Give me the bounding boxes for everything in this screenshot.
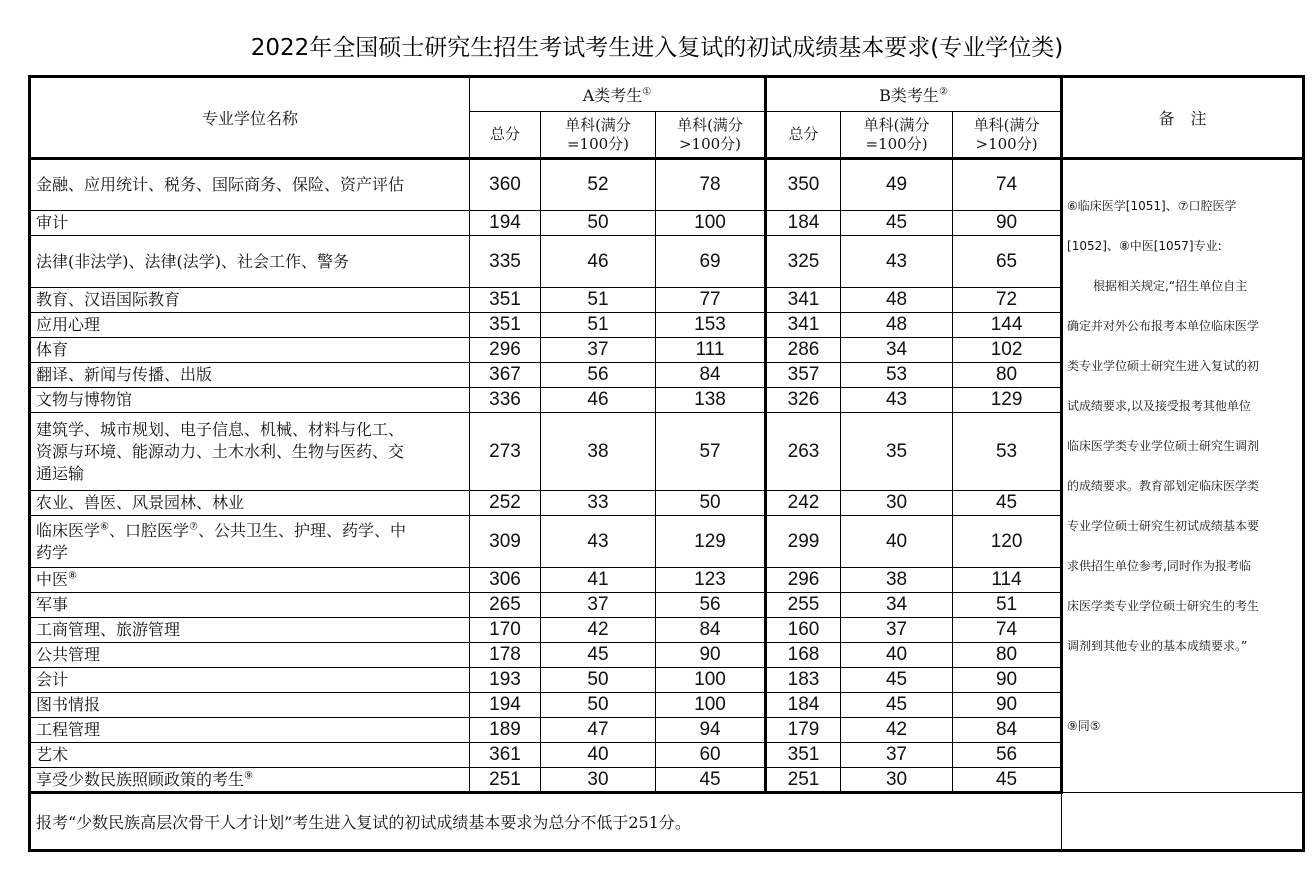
b-single-gt100: 80 [953, 363, 1062, 388]
a-single-gt100: 56 [656, 593, 766, 618]
row-name: 军事 [30, 593, 470, 618]
b-single-gt100: 74 [953, 159, 1062, 211]
b-total: 357 [766, 363, 841, 388]
b-single-100: 45 [841, 693, 953, 718]
a-single-gt100: 84 [656, 363, 766, 388]
a-total: 296 [470, 338, 541, 363]
a-total: 336 [470, 388, 541, 413]
remark-line: 的成绩要求。教育部划定临床医学类 [1067, 479, 1260, 493]
b-total: 160 [766, 618, 841, 643]
a-total: 170 [470, 618, 541, 643]
row-name: 享受少数民族照顾政策的考生⑨ [30, 768, 470, 793]
row-name: 应用心理 [30, 313, 470, 338]
remark-line: 试成绩要求,以及接受报考其他单位 [1067, 399, 1251, 413]
b-single-100: 37 [841, 618, 953, 643]
a-single-gt100: 69 [656, 236, 766, 288]
a-single-100: 51 [541, 288, 656, 313]
page-title: 2022年全国硕士研究生招生考试考生进入复试的初试成绩基本要求(专业学位类) [250, 35, 1064, 61]
b-total: 341 [766, 288, 841, 313]
a-single-100: 43 [541, 516, 656, 568]
header-group-b: B类考生② [766, 77, 1062, 112]
b-single-gt100: 74 [953, 618, 1062, 643]
a-single-100: 50 [541, 693, 656, 718]
a-single-100: 56 [541, 363, 656, 388]
footer-row [30, 793, 1304, 851]
a-single-100: 52 [541, 159, 656, 211]
header-a-single-100: 单科(满分 =100分) [541, 112, 656, 159]
b-single-gt100: 90 [953, 668, 1062, 693]
b-total: 325 [766, 236, 841, 288]
a-total: 367 [470, 363, 541, 388]
remark-line: 类专业学位硕士研究生进入复试的初 [1067, 359, 1260, 373]
a-total: 306 [470, 568, 541, 593]
a-total: 194 [470, 211, 541, 236]
b-total: 296 [766, 568, 841, 593]
b-total: 341 [766, 313, 841, 338]
a-single-gt100: 77 [656, 288, 766, 313]
a-single-gt100: 153 [656, 313, 766, 338]
row-name: 金融、应用统计、税务、国际商务、保险、资产评估 [30, 159, 470, 211]
a-single-gt100: 60 [656, 743, 766, 768]
b-single-100: 53 [841, 363, 953, 388]
b-single-100: 38 [841, 568, 953, 593]
remark-line: [1052]、⑧中医[1057]专业: [1067, 239, 1222, 253]
remark-note-2: ⑨同⑤ [1067, 719, 1101, 733]
remark-line: 确定并对外公布报考本单位临床医学 [1067, 319, 1260, 333]
a-single-100: 46 [541, 388, 656, 413]
b-total: 286 [766, 338, 841, 363]
b-total: 168 [766, 643, 841, 668]
remark-line: 根据相关规定,“招生单位自主 [1093, 279, 1248, 293]
score-table [28, 75, 1305, 852]
a-total: 194 [470, 693, 541, 718]
header-a-single-gt100: 单科(满分 >100分) [656, 112, 766, 159]
b-single-100: 37 [841, 743, 953, 768]
a-total: 360 [470, 159, 541, 211]
a-single-100: 42 [541, 618, 656, 643]
b-single-100: 40 [841, 643, 953, 668]
b-total: 263 [766, 413, 841, 491]
remark-line: 求供招生单位参考,同时作为报考临 [1067, 559, 1251, 573]
a-single-100: 33 [541, 491, 656, 516]
b-single-gt100: 45 [953, 768, 1062, 793]
table-row [30, 159, 1304, 211]
a-total: 251 [470, 768, 541, 793]
b-single-100: 48 [841, 288, 953, 313]
b-total: 351 [766, 743, 841, 768]
b-total: 251 [766, 768, 841, 793]
b-single-100: 42 [841, 718, 953, 743]
a-single-gt100: 123 [656, 568, 766, 593]
a-single-100: 37 [541, 338, 656, 363]
b-single-gt100: 80 [953, 643, 1062, 668]
a-single-100: 50 [541, 211, 656, 236]
a-single-gt100: 100 [656, 211, 766, 236]
a-single-100: 50 [541, 668, 656, 693]
remark-line: 专业学位硕士研究生初试成绩基本要 [1067, 519, 1260, 533]
b-single-100: 49 [841, 159, 953, 211]
b-single-gt100: 114 [953, 568, 1062, 593]
footer-note: 报考“少数民族高层次骨干人才计划”考生进入复试的初试成绩基本要求为总分不低于251分。 [30, 793, 1062, 851]
a-total: 361 [470, 743, 541, 768]
row-name: 翻译、新闻与传播、出版 [30, 363, 470, 388]
a-single-100: 38 [541, 413, 656, 491]
b-single-gt100: 102 [953, 338, 1062, 363]
b-single-100: 34 [841, 593, 953, 618]
a-total: 252 [470, 491, 541, 516]
b-single-100: 35 [841, 413, 953, 491]
header-b-single-100: 单科(满分 =100分) [841, 112, 953, 159]
header-b-total: 总分 [766, 112, 841, 159]
a-single-100: 51 [541, 313, 656, 338]
b-single-gt100: 144 [953, 313, 1062, 338]
header-b-single-gt100: 单科(满分 >100分) [953, 112, 1062, 159]
row-name: 教育、汉语国际教育 [30, 288, 470, 313]
b-total: 183 [766, 668, 841, 693]
a-total: 178 [470, 643, 541, 668]
b-single-gt100: 53 [953, 413, 1062, 491]
b-total: 299 [766, 516, 841, 568]
b-single-100: 45 [841, 668, 953, 693]
a-single-gt100: 90 [656, 643, 766, 668]
a-single-gt100: 84 [656, 618, 766, 643]
row-name: 图书情报 [30, 693, 470, 718]
b-total: 179 [766, 718, 841, 743]
a-single-gt100: 138 [656, 388, 766, 413]
a-total: 351 [470, 288, 541, 313]
b-total: 242 [766, 491, 841, 516]
row-name: 工程管理 [30, 718, 470, 743]
row-name: 法律(非法学)、法律(法学)、社会工作、警务 [30, 236, 470, 288]
a-single-gt100: 50 [656, 491, 766, 516]
b-total: 255 [766, 593, 841, 618]
b-single-100: 30 [841, 768, 953, 793]
a-single-gt100: 100 [656, 693, 766, 718]
b-single-gt100: 120 [953, 516, 1062, 568]
remarks-cell [1062, 159, 1304, 793]
a-single-100: 41 [541, 568, 656, 593]
b-total: 350 [766, 159, 841, 211]
row-name: 审计 [30, 211, 470, 236]
row-name: 中医⑧ [30, 568, 470, 593]
b-single-gt100: 51 [953, 593, 1062, 618]
b-single-gt100: 90 [953, 693, 1062, 718]
b-single-gt100: 45 [953, 491, 1062, 516]
a-total: 309 [470, 516, 541, 568]
a-single-100: 30 [541, 768, 656, 793]
row-name: 公共管理 [30, 643, 470, 668]
a-single-gt100: 111 [656, 338, 766, 363]
remark-line: ⑥临床医学[1051]、⑦口腔医学 [1067, 199, 1237, 213]
row-name: 建筑学、城市规划、电子信息、机械、材料与化工、 资源与环境、能源动力、土木水利、生物与医药、交 通运输 [30, 413, 470, 491]
b-single-gt100: 90 [953, 211, 1062, 236]
a-single-100: 45 [541, 643, 656, 668]
remark-line: 床医学类专业学位硕士研究生的考生 [1067, 599, 1260, 613]
b-total: 326 [766, 388, 841, 413]
header-remarks: 备 注 [1062, 77, 1304, 159]
b-total: 184 [766, 211, 841, 236]
remark-line: 临床医学类专业学位硕士研究生调剂 [1067, 439, 1260, 453]
row-name: 工商管理、旅游管理 [30, 618, 470, 643]
b-single-100: 45 [841, 211, 953, 236]
row-name: 艺术 [30, 743, 470, 768]
b-single-100: 43 [841, 388, 953, 413]
b-single-100: 43 [841, 236, 953, 288]
a-single-gt100: 94 [656, 718, 766, 743]
a-single-gt100: 57 [656, 413, 766, 491]
header-a-total: 总分 [470, 112, 541, 159]
a-single-gt100: 100 [656, 668, 766, 693]
a-total: 265 [470, 593, 541, 618]
row-name: 文物与博物馆 [30, 388, 470, 413]
a-single-100: 47 [541, 718, 656, 743]
b-single-gt100: 84 [953, 718, 1062, 743]
b-total: 184 [766, 693, 841, 718]
row-name: 体育 [30, 338, 470, 363]
row-name: 农业、兽医、风景园林、林业 [30, 491, 470, 516]
b-single-100: 30 [841, 491, 953, 516]
b-single-100: 34 [841, 338, 953, 363]
header-group-a: A类考生① [470, 77, 766, 112]
b-single-100: 48 [841, 313, 953, 338]
row-name: 会计 [30, 668, 470, 693]
b-single-gt100: 56 [953, 743, 1062, 768]
a-single-gt100: 78 [656, 159, 766, 211]
a-total: 189 [470, 718, 541, 743]
a-total: 351 [470, 313, 541, 338]
a-single-gt100: 129 [656, 516, 766, 568]
a-total: 335 [470, 236, 541, 288]
b-single-gt100: 72 [953, 288, 1062, 313]
remark-line: 调剂到其他专业的基本成绩要求。” [1067, 639, 1248, 653]
a-single-100: 46 [541, 236, 656, 288]
b-single-gt100: 65 [953, 236, 1062, 288]
a-total: 273 [470, 413, 541, 491]
a-single-100: 37 [541, 593, 656, 618]
a-single-100: 40 [541, 743, 656, 768]
row-name: 临床医学⑥、口腔医学⑦、公共卫生、护理、药学、中 药学 [30, 516, 470, 568]
b-single-gt100: 129 [953, 388, 1062, 413]
a-single-gt100: 45 [656, 768, 766, 793]
a-total: 193 [470, 668, 541, 693]
b-single-100: 40 [841, 516, 953, 568]
header-name: 专业学位名称 [30, 77, 470, 159]
